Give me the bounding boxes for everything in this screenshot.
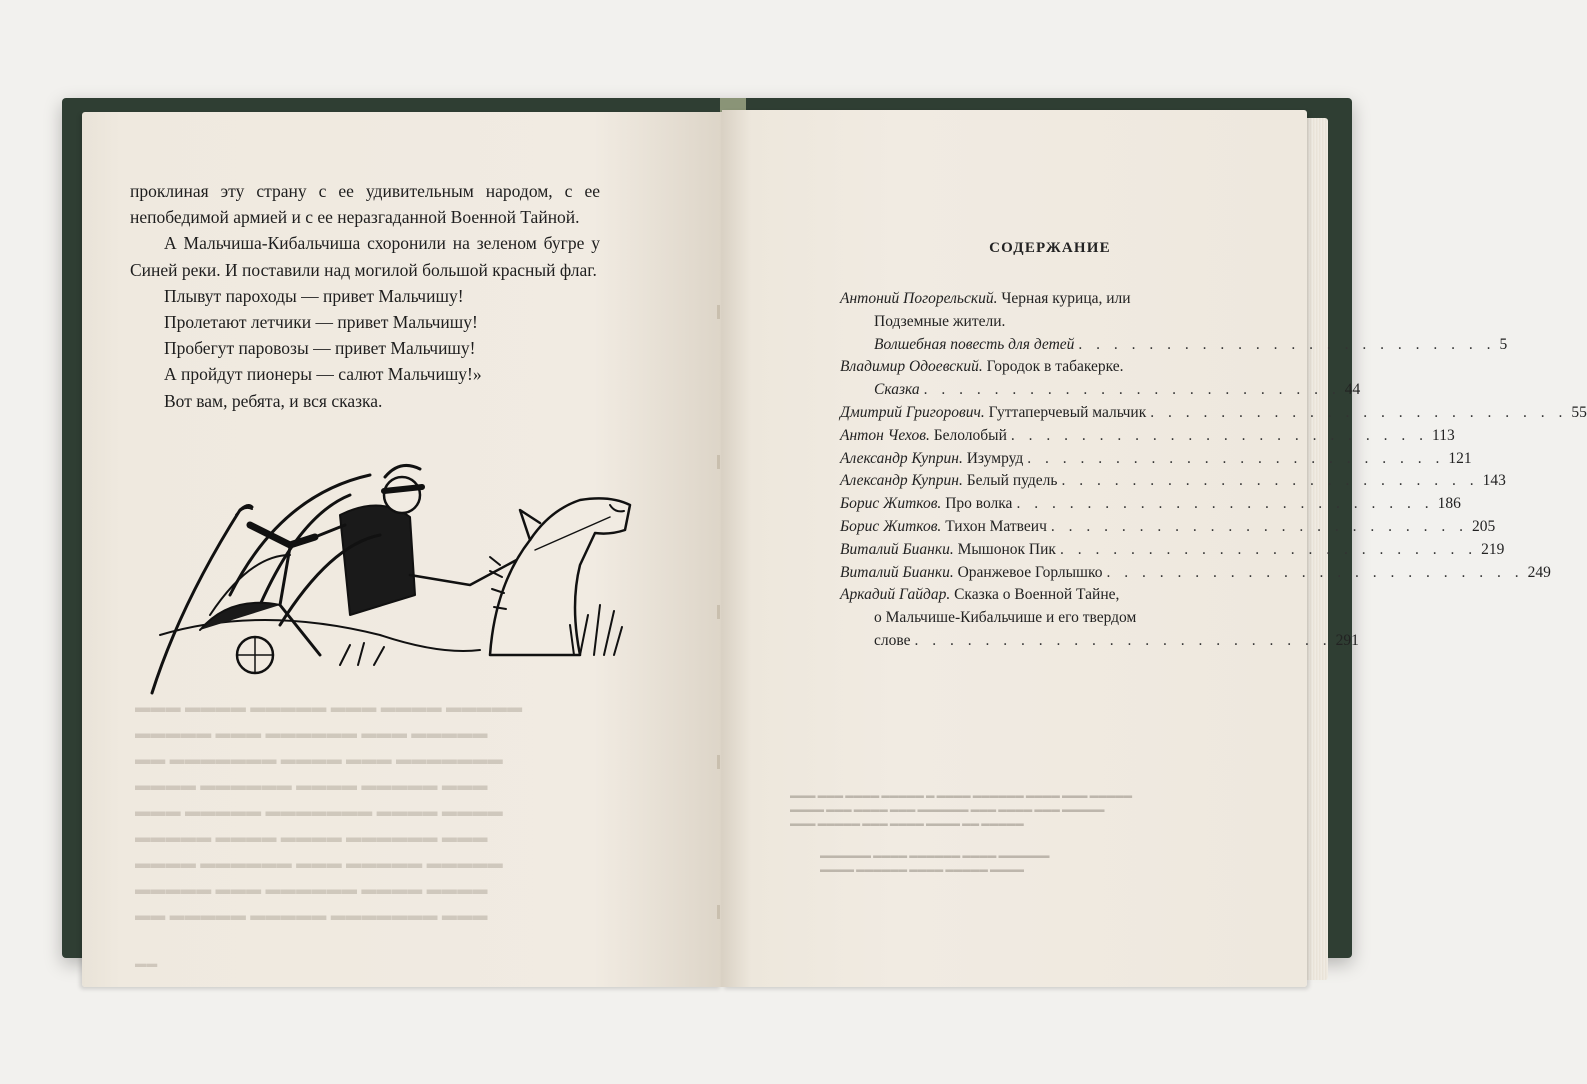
toc-title-text: Оранжевое Горлышко <box>957 563 1103 581</box>
story-paragraph: проклиная эту страну с ее удивительным народом, с ее непобедимой армией и с ее неразгаданной Военной Тайной. <box>130 181 600 228</box>
toc-page-number: 186 <box>1437 495 1461 513</box>
toc-entry <box>840 562 1551 585</box>
toc-title-text: Гуттаперчевый мальчик <box>988 403 1147 421</box>
toc-leader-dots: . . . . . . . . . . . . . . . . . . . . . . . . <box>1061 472 1479 490</box>
toc-author: Виталий Бианки. <box>840 563 954 581</box>
toc-entry <box>840 493 1461 516</box>
story-paragraph: Вот вам, ребята, и вся сказка. <box>164 390 383 411</box>
toc-author: Антон Чехов. <box>840 426 930 444</box>
binding-stitch <box>717 455 720 469</box>
toc-page-number: 249 <box>1527 563 1551 581</box>
toc-entry <box>840 539 1505 562</box>
toc-subtitle: Сказка <box>874 381 920 399</box>
toc-title-text: Про волка <box>945 495 1013 513</box>
toc-leader-dots: . . . . . . . . . . . . . . . . . . . . . . . . <box>1010 426 1429 444</box>
binding-stitch <box>717 305 720 319</box>
toc-author: Антоний Погорельский. <box>840 290 998 307</box>
toc-leader-dots: . . . . . . . . . . . . . . . . . . . . . . . . <box>1050 517 1469 535</box>
toc-page-number: 44 <box>1344 381 1361 399</box>
horseman-illustration <box>140 455 640 700</box>
story-paragraph: Пролетают летчики — привет Мальчишу! <box>164 312 478 333</box>
toc-title-text: Белолобый <box>933 426 1007 444</box>
toc-author: Александр Куприн. <box>840 449 963 467</box>
binding-stitch <box>717 755 720 769</box>
binding-stitch <box>717 905 720 919</box>
toc-title: СОДЕРЖАНИЕ <box>989 240 1111 256</box>
binding-stitch <box>717 605 720 619</box>
toc-entry <box>840 425 1455 448</box>
toc-leader-dots: . . . . . . . . . . . . . . . . . . . . . . . . <box>1059 540 1478 558</box>
toc-title-text: слове <box>874 631 911 649</box>
story-paragraph: Плывут пароходы — привет Мальчишу! <box>164 285 464 306</box>
toc-title-text: Тихон Матвеич <box>945 517 1047 535</box>
toc-leader-dots: . . . . . . . . . . . . . . . . . . . . . . . . <box>1106 563 1524 581</box>
toc-entry <box>840 584 1359 652</box>
toc-leader-dots: . . . . . . . . . . . . . . . . . . . . . . . . <box>1027 449 1445 467</box>
toc-page-number: 55 <box>1571 403 1587 421</box>
toc-author: Аркадий Гайдар. <box>840 586 951 604</box>
story-text <box>130 178 600 414</box>
toc-page-number: 5 <box>1499 335 1508 353</box>
story-paragraph: А пройдут пионеры — салют Мальчишу!» <box>164 364 482 385</box>
toc-subtitle: Волшебная повесть для детей <box>874 335 1075 353</box>
toc-entry <box>840 356 1361 402</box>
toc-page-number: 291 <box>1335 631 1359 649</box>
story-paragraph: Пробегут паровозы — привет Мальчишу! <box>164 338 476 359</box>
toc-title-text: о Мальчише-Кибальчише и его твердом <box>874 609 1137 627</box>
toc-leader-dots: . . . . . . . . . . . . . . . . . . . . . . . . <box>914 631 1332 649</box>
toc-author: Борис Житков. <box>840 517 942 535</box>
toc-leader-dots: . . . . . . . . . . . . . . . . . . . . . . . . <box>1078 335 1496 353</box>
toc-title-text: Белый пудель <box>966 472 1058 490</box>
toc-leader-dots: . . . . . . . . . . . . . . . . . . . . . . . . <box>923 381 1341 399</box>
table-of-contents <box>840 288 1587 653</box>
toc-entry <box>840 448 1472 471</box>
toc-page-number: 205 <box>1472 517 1496 535</box>
toc-leader-dots: . . . . . . . . . . . . . . . . . . . . . . . . <box>1016 495 1434 513</box>
toc-leader-dots: . . . . . . . . . . . . . . . . . . . . . . . . <box>1150 403 1568 421</box>
toc-entry <box>840 402 1587 425</box>
toc-title-text: Изумруд <box>966 449 1024 467</box>
toc-title-text: Черная курица, или <box>1001 290 1131 307</box>
toc-page-number: 143 <box>1482 472 1506 490</box>
toc-title-text: Мышонок Пик <box>957 540 1056 558</box>
story-paragraph: А Мальчиша-Кибальчиша схоронили на зеленом бугре у Синей реки. И поставили над могилой большой красный флаг. <box>130 233 600 280</box>
toc-page-number: 121 <box>1448 449 1472 467</box>
toc-page-number: 113 <box>1432 426 1455 444</box>
toc-author: Борис Житков. <box>840 495 942 513</box>
toc-author: Владимир Одоевский. <box>840 358 983 376</box>
toc-entry <box>840 288 1508 356</box>
toc-author: Виталий Бианки. <box>840 540 954 558</box>
toc-title-text: Подземные жители. <box>874 312 1006 330</box>
toc-title-text: Сказка о Военной Тайне, <box>954 586 1120 604</box>
toc-title-text: Городок в табакерке. <box>986 358 1124 376</box>
toc-author: Александр Куприн. <box>840 472 963 490</box>
toc-author: Дмитрий Григорович. <box>840 403 985 421</box>
toc-entry <box>840 470 1506 493</box>
toc-entry <box>840 516 1496 539</box>
toc-page-number: 219 <box>1481 540 1505 558</box>
